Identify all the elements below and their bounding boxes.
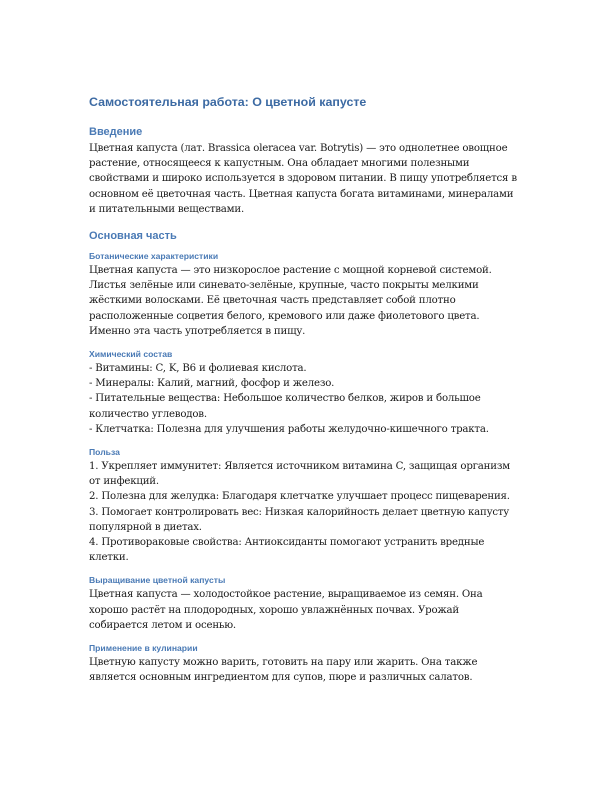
benefit-item: 2. Полезна для желудка: Благодаря клетчатке улучшает процесс пищеварения. (89, 491, 510, 503)
section-heading-main: Основная часть (89, 230, 177, 243)
benefit-item: 4. Противораковые свойства: Антиоксиданты помогают устранить вредные клетки. (89, 537, 485, 564)
cooking-paragraph: Цветную капусту можно варить, готовить на пару или жарить. Она также является основным ингредиентом для супов, пюре и различных салатов. (89, 657, 478, 684)
chemistry-item: - Питательные вещества: Небольшое количество белков, жиров и большое количество углеводов. (89, 393, 481, 420)
document-title: Самостоятельная работа: О цветной капусте (89, 95, 367, 109)
growing-paragraph: Цветная капуста — холодостойкое растение, выращиваемое из семян. Она хорошо растёт на плодородных, хорошо увлажнённых почвах. Урожай собирается летом и осенью. (89, 589, 483, 631)
botany-paragraph: Цветная капуста — это низкорослое растение с мощной корневой системой. Листья зелёные или синевато-зелёные, крупные, часто покрыты мелкими жёсткими волосками. Её цветочная часть представляет собой плотно расположенные соцветия белого, кремового или даже фиолетового цвета. Именно эта часть употребляется в пищу. (89, 265, 492, 337)
benefit-item: 3. Помогает контролировать вес: Низкая калорийность делает цветную капусту популярной в диетах. (89, 506, 510, 533)
subheading-botany: Ботанические характеристики (89, 251, 219, 262)
section-heading-intro: Введение (89, 126, 143, 138)
subheading-cooking: Применение в кулинарии (89, 643, 198, 654)
subheading-benefits: Польза (89, 447, 120, 458)
subheading-growing: Выращивание цветной капусты (89, 575, 226, 586)
benefit-item: 1. Укрепляет иммунитет: Является источником витамина C, защищая организм от инфекций. (89, 461, 510, 488)
subheading-chemistry: Химический состав (89, 349, 173, 360)
chemistry-item: - Минералы: Калий, магний, фосфор и железо. (89, 378, 335, 390)
chemistry-item: - Витамины: C, K, B6 и фолиевая кислота. (89, 363, 307, 375)
document-page (89, 94, 521, 685)
chemistry-item: - Клетчатка: Полезна для улучшения работы желудочно-кишечного тракта. (89, 423, 489, 435)
intro-paragraph: Цветная капуста (лат. Brassica oleracea var. Botrytis) — это однолетнее овощное растение, относящееся к капустным. Она обладает многими полезными свойствами и широко используется в здоровом питании. В пищу употребляется в основном её цветочная часть. Цветная капуста богата витаминами, минералами и питательными веществами. (89, 143, 517, 215)
